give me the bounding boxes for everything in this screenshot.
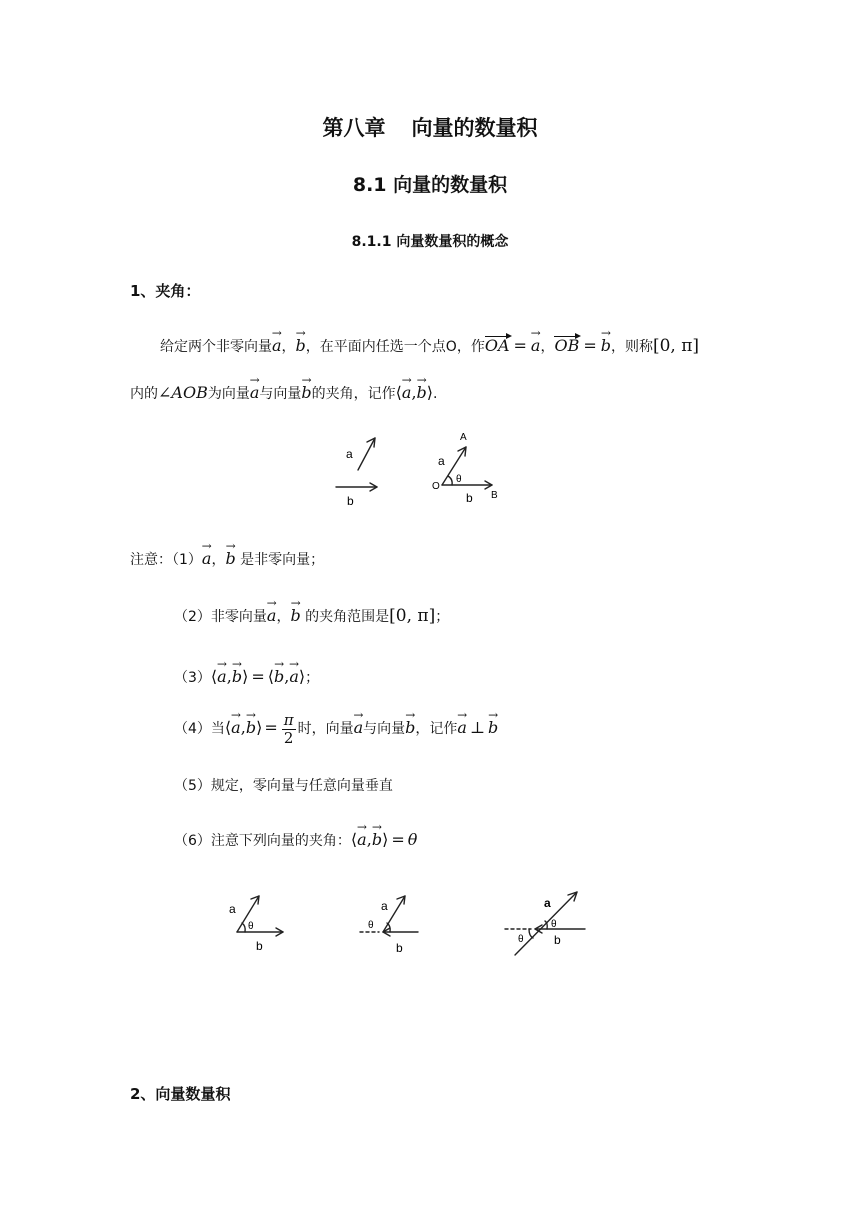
case1-label-theta: θ	[248, 921, 254, 932]
figure1-label-b: b	[347, 494, 354, 508]
chapter-title: 第八章 向量的数量积	[322, 116, 538, 140]
vector-a-arrow-icon	[358, 438, 375, 470]
section-title: 8.1 向量的数量积	[352, 174, 508, 196]
case-1-vectors-icon	[237, 896, 283, 936]
case3-label-theta-2: θ	[518, 934, 524, 945]
note-4: （4）当⟨a →,b →⟩ = $\frac{\pi}{2}$ 时，向量a →与向量b →，记作a → ⊥ b →	[174, 712, 498, 746]
note-5: （5）规定，零向量与任意向量垂直	[174, 778, 393, 794]
note-1: 注意：（1）a →，b → 是非零向量；	[130, 543, 324, 569]
pi-over-two-fraction: $\frac{\pi}{2}$	[283, 711, 294, 747]
note-3: （3）⟨a →,b →⟩ = ⟨b →,a →⟩；	[174, 661, 319, 687]
case3-label-theta: θ	[551, 919, 557, 930]
figure1-label-O: O	[432, 481, 440, 492]
subsection-title: 8.1.1 向量数量积的概念	[351, 234, 509, 250]
definition-line-2: 内的∠AOB为向量a →与向量b →的夹角，记作⟨a →,b →⟩.	[130, 377, 437, 403]
figure1-label-a: a	[346, 447, 353, 461]
angle-definition-figure	[320, 425, 520, 515]
note-6: （6）注意下列向量的夹角：⟨a →,b →⟩ = θ	[174, 824, 417, 850]
case2-label-theta: θ	[368, 920, 374, 931]
case2-label-a: a	[381, 899, 388, 913]
figure1-label-theta: θ	[456, 474, 462, 485]
case1-label-a: a	[229, 902, 236, 916]
figure1-label-A: A	[460, 432, 467, 443]
note-2: （2）非零向量a →，b → 的夹角范围是[0, π]；	[174, 600, 449, 626]
case3-label-b: b	[554, 933, 561, 947]
case3-label-a: a	[544, 896, 551, 910]
heading-angle: 1、夹角：	[130, 282, 201, 300]
figure1-label-vec-b: b	[466, 491, 473, 505]
figure1-label-B: B	[491, 490, 498, 501]
definition-line-1: 给定两个非零向量a →，b →，在平面内任选一个点O，作OA = a →，OB = b →，则称[0, π]	[160, 330, 699, 356]
case2-label-b: b	[396, 941, 403, 955]
vector-b-arrow-icon	[336, 483, 377, 491]
angle-aob-icon	[442, 447, 492, 489]
case1-label-b: b	[256, 939, 263, 953]
heading-dot-product: 2、向量数量积	[130, 1085, 231, 1103]
angle-cases-figure	[215, 880, 615, 965]
figure1-label-vec-a: a	[438, 454, 445, 468]
